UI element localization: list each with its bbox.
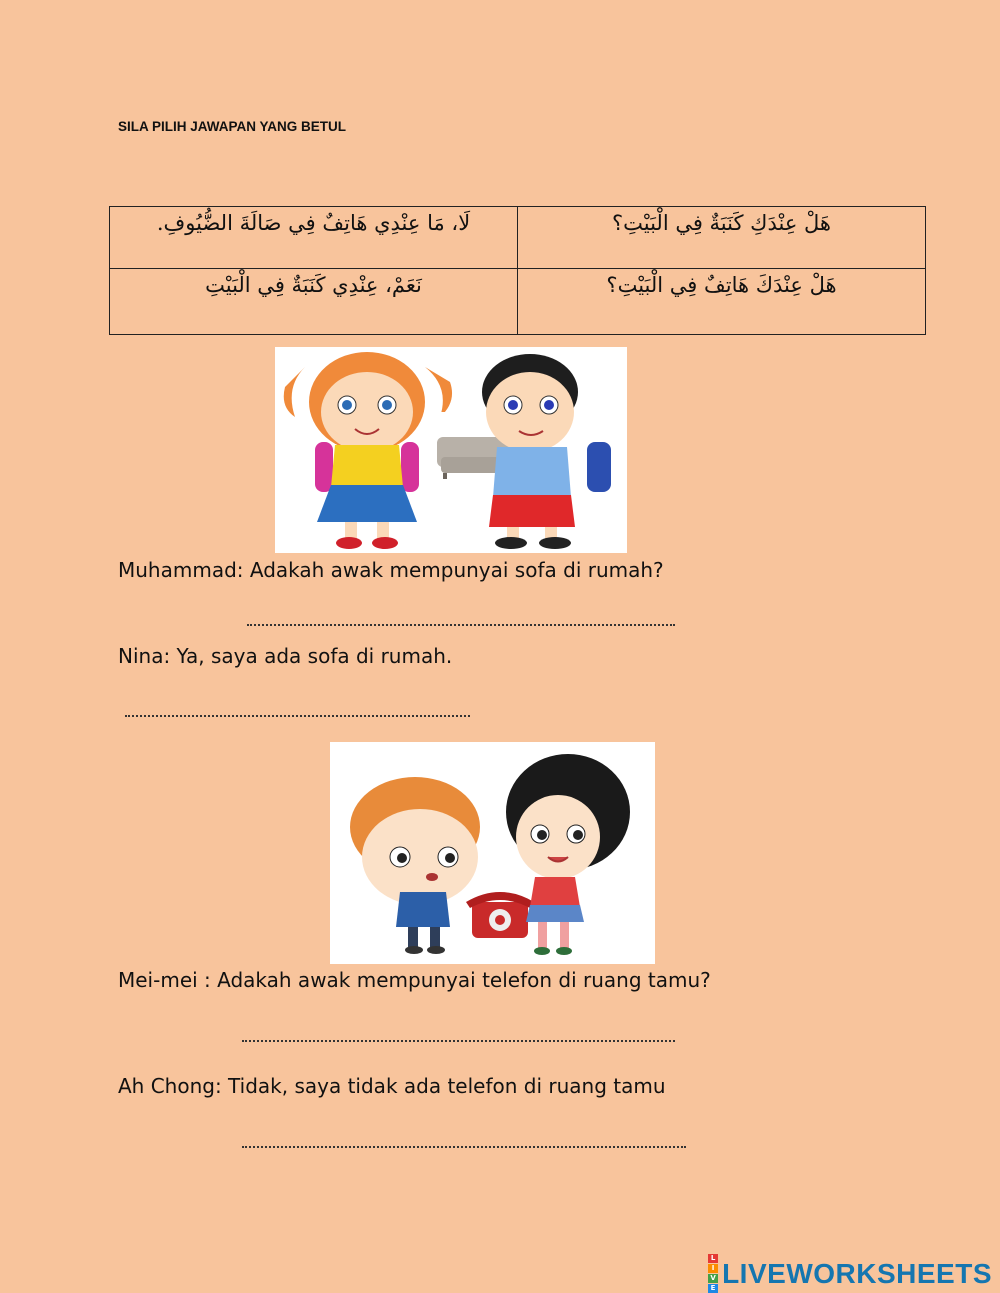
- answer-blank-4[interactable]: [242, 1144, 686, 1148]
- answer-blank-2[interactable]: [125, 713, 470, 717]
- kids-sofa-illustration: [275, 347, 627, 553]
- liveworksheets-logo-icon: L I V E: [708, 1254, 718, 1293]
- answer-options-table: [109, 206, 926, 335]
- answer-blank-3[interactable]: [242, 1038, 675, 1042]
- liveworksheets-brand: [708, 1254, 992, 1293]
- instruction-text: SILA PILIH JAWAPAN YANG BETUL: [118, 119, 347, 134]
- dialogue-line-4: Ah Chong: Tidak, saya tidak ada telefon di ruang tamu: [118, 1074, 666, 1098]
- answer-option-2[interactable]: لَا، مَا عِنْدِي هَاتِفٌ فِي صَالَةَ الضُّيُوفِ.: [110, 207, 518, 269]
- kids-telephone-illustration: [330, 742, 655, 964]
- answer-option-1[interactable]: هَلْ عِنْدَكِ كَنَبَةٌ فِي الْبَيْتِ؟: [518, 207, 926, 269]
- dialogue-line-1: Muhammad: Adakah awak mempunyai sofa di rumah?: [118, 558, 664, 582]
- answer-option-4[interactable]: نَعَمْ، عِنْدِي كَنَبَةٌ فِي الْبَيْتِ: [110, 269, 518, 335]
- brand-name: LIVEWORKSHEETS: [722, 1257, 992, 1289]
- dialogue-line-3: Mei-mei : Adakah awak mempunyai telefon di ruang tamu?: [118, 968, 711, 992]
- answer-blank-1[interactable]: [247, 622, 675, 626]
- dialogue-line-2: Nina: Ya, saya ada sofa di rumah.: [118, 644, 453, 668]
- answer-option-3[interactable]: هَلْ عِنْدَكَ هَاتِفٌ فِي الْبَيْتِ؟: [518, 269, 926, 335]
